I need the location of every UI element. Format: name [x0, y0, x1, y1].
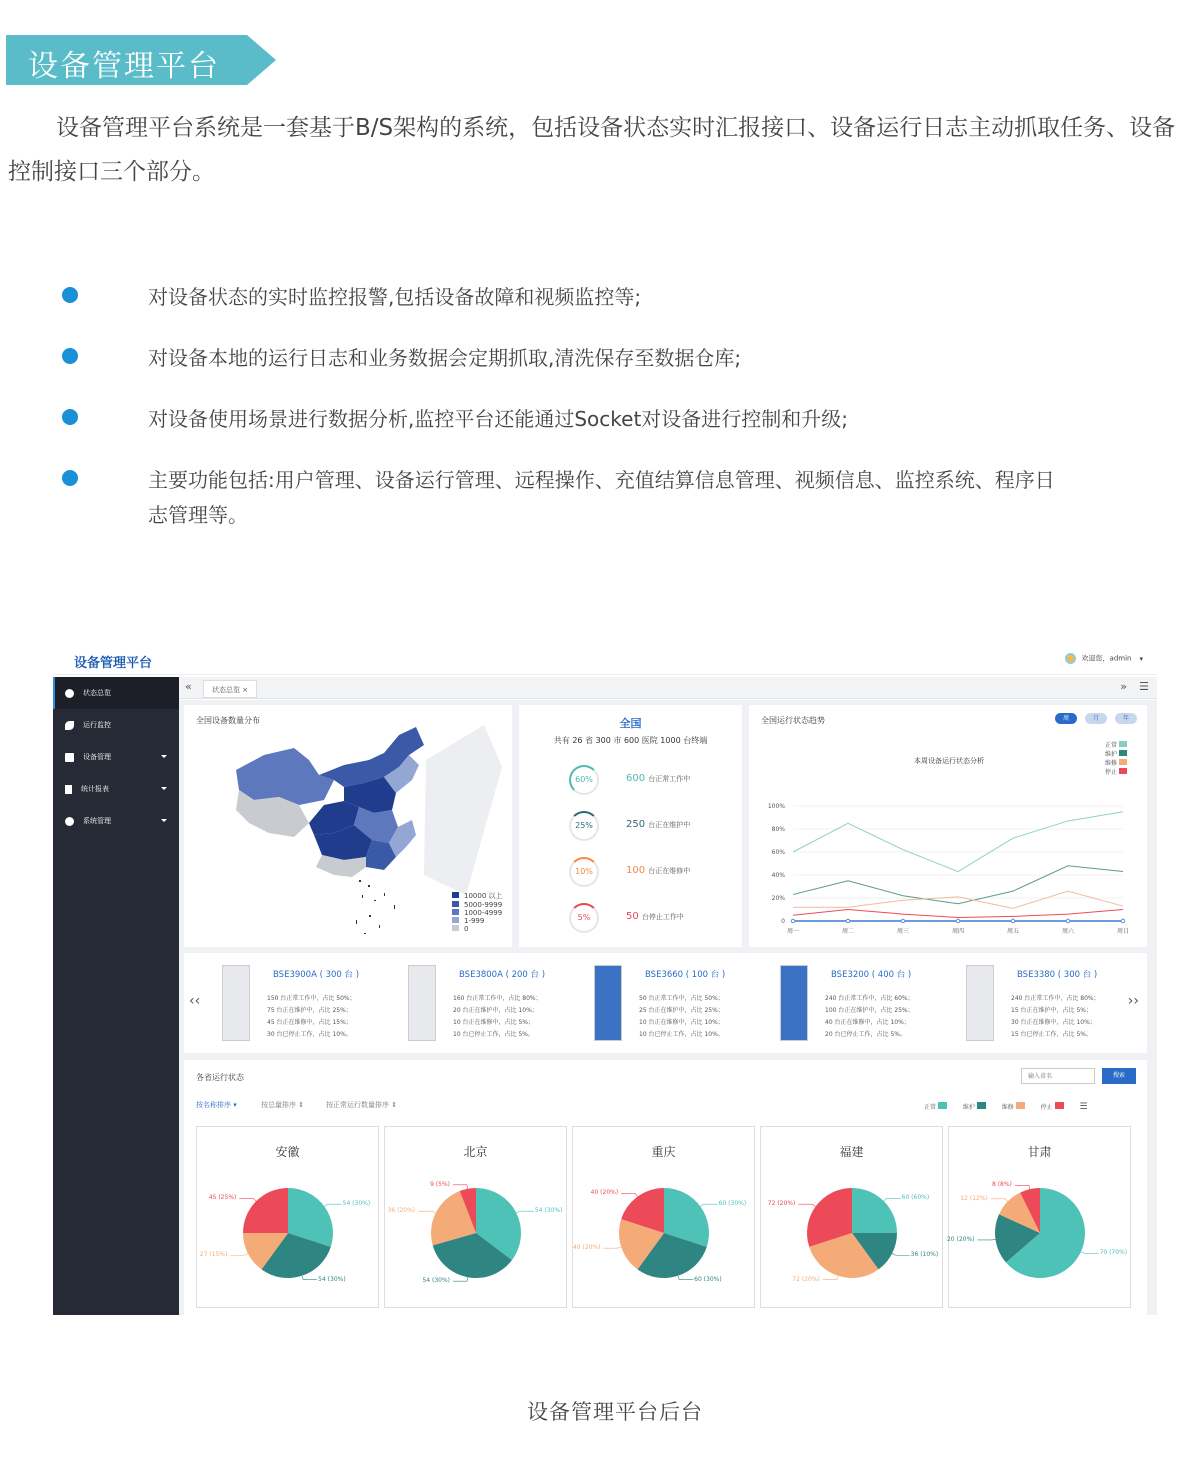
pie-label: 72 (20%): [792, 1275, 820, 1283]
chart-subtitle: 本周设备运行状态分析: [914, 757, 984, 765]
next-arrow-icon[interactable]: ››: [1127, 993, 1139, 1009]
feature-text: 对设备状态的实时监控报警,包括设备故障和视频监控等;: [148, 285, 642, 309]
province-pie-chart: [385, 1127, 568, 1309]
pie-label-line: [302, 1276, 317, 1280]
axis-point: [1011, 919, 1015, 923]
chevron-down-icon: [161, 819, 167, 822]
legend-label: 维修: [1001, 1104, 1014, 1111]
sidebar-item-reports[interactable]: [53, 773, 179, 805]
map-card: [184, 705, 512, 947]
product-stat-line: 15 台正在维护中，占比 5%；: [1011, 1007, 1092, 1014]
province-pie-card[interactable]: [384, 1126, 567, 1308]
device-image: [222, 965, 250, 1041]
product-stat-line: 40 台正在维修中，占比 10%；: [825, 1019, 910, 1026]
pie-title: 北京: [463, 1145, 488, 1159]
eye-icon: [65, 721, 74, 730]
pie-label-line: [230, 1253, 248, 1255]
dashboard-icon: [65, 689, 74, 698]
legend-label: 0: [464, 925, 469, 933]
pie-label: 70 (70%): [1099, 1249, 1128, 1257]
province-legend: [924, 1102, 1088, 1112]
pie-label-line: [239, 1198, 256, 1201]
axis-point: [956, 919, 960, 923]
device-image: [594, 965, 622, 1041]
pie-label: 72 (20%): [767, 1200, 796, 1208]
map-legend: [452, 891, 503, 933]
stat-label: 台正在维修中: [648, 867, 691, 875]
x-tick-label: 周五: [1006, 928, 1020, 935]
pie-label-line: [977, 1239, 995, 1240]
product-stat-line: 10 台已停止工作，占比 10%。: [639, 1031, 724, 1038]
axis-point: [901, 919, 905, 923]
pie-title: 重庆: [651, 1145, 676, 1159]
product-name: BSE3900A ( 300 台 ): [273, 970, 360, 980]
feature-text: 主要功能包括:用户管理、设备运行管理、远程操作、充值结算信息管理、视频信息、监控系统、程序日志管理等。: [148, 468, 1055, 527]
legend-label: 1000-4999: [464, 909, 503, 917]
pie-label: 20 (20%): [946, 1235, 975, 1243]
pie-title: 福建: [839, 1145, 864, 1159]
legend-swatch: [977, 1102, 986, 1109]
product-stat-line: 50 台正常工作中，占比 50%；: [639, 995, 724, 1002]
province-pie-chart: [761, 1127, 944, 1309]
product-strip: [184, 953, 1147, 1053]
product-stat-line: 150 台正常工作中，占比 50%；: [267, 995, 356, 1002]
pie-label: 8 (8%): [991, 1181, 1012, 1189]
axis-point: [1121, 919, 1125, 923]
pie-label: 27 (15%): [199, 1251, 228, 1259]
product-stat-line: 20 台正在维护中，占比 10%；: [453, 1007, 538, 1014]
legend-swatch: [1055, 1102, 1064, 1109]
province-pie-card[interactable]: [760, 1126, 943, 1308]
summary-title: 全国: [619, 717, 642, 730]
search-button[interactable]: 搜索: [1102, 1068, 1136, 1084]
product-stat-line: 240 台正常工作中，占比 80%；: [1011, 995, 1100, 1002]
close-icon[interactable]: ×: [242, 686, 249, 694]
product-name: BSE3800A ( 200 台 ): [459, 970, 546, 980]
summary-line: 共有 26 省 300 市 600 医院 1000 台终端: [553, 736, 708, 745]
legend-swatch: [452, 892, 459, 898]
monitor-icon: [65, 753, 74, 762]
user-menu[interactable]: [1065, 653, 1143, 664]
legend-swatch: [452, 917, 459, 923]
trend-card: [749, 705, 1147, 947]
stat-repair: [626, 865, 690, 876]
ring-maintain: 25%: [569, 811, 599, 841]
axis-point: [1066, 919, 1070, 923]
product-name: BSE3660 ( 100 台 ): [645, 970, 726, 980]
province-title: 各省运行状态: [196, 1073, 244, 1082]
pie-label-line: [700, 1204, 717, 1206]
trend-title: 全国运行状态趋势: [761, 716, 825, 725]
menu-icon[interactable]: ☰: [1139, 680, 1149, 693]
province-pie-chart: [573, 1127, 756, 1309]
legend-item: [452, 925, 503, 933]
device-image: [966, 965, 994, 1041]
pie-label-line: [324, 1204, 341, 1206]
south-sea-islands: [356, 880, 395, 934]
banner-title: 设备管理平台: [28, 49, 220, 84]
stat-label: 台正在维护中: [648, 821, 691, 829]
menu-icon[interactable]: ☰: [1079, 1102, 1088, 1112]
pie-label: 60 (60%): [901, 1194, 930, 1202]
pie-label-line: [516, 1211, 534, 1213]
ring-repair: 10%: [569, 857, 599, 887]
feature-item: [62, 463, 1062, 533]
feature-item: [62, 280, 1062, 315]
x-tick-label: 周六: [1061, 928, 1075, 935]
series-line: [793, 812, 1123, 872]
sort-by-normal[interactable]: 按正常运行数量排序 ⇕: [326, 1101, 398, 1109]
top-bar: [53, 645, 1157, 675]
province-card: [184, 1060, 1147, 1315]
bullet-icon: [62, 409, 78, 425]
chevron-down-icon: [161, 787, 167, 790]
product-stat-line: 10 台正在维修中，占比 5%；: [453, 1019, 534, 1026]
product-stat-line: 20 台已停止工作，占比 5%。: [825, 1031, 906, 1038]
axis-point: [791, 919, 795, 923]
bullet-icon: [62, 470, 78, 486]
y-tick-label: 100%: [767, 803, 785, 810]
device-image: [780, 965, 808, 1041]
sidebar-item-devices[interactable]: [53, 741, 179, 773]
product-card[interactable]: [388, 953, 573, 1053]
product-stat-line: 30 台正在维修中，占比 10%；: [1011, 1019, 1096, 1026]
feature-item: [62, 341, 1062, 376]
pie-label-line: [798, 1204, 815, 1206]
product-stat-line: 240 台正常工作中，占比 60%；: [825, 995, 914, 1002]
axis-point: [846, 919, 850, 923]
product-stat-line: 30 台已停止工作，占比 10%。: [267, 1031, 352, 1038]
pie-slice[interactable]: [852, 1188, 897, 1233]
legend-label: 维修: [1105, 760, 1118, 767]
product-card[interactable]: [574, 953, 759, 1053]
pie-label: 9 (5%): [430, 1180, 450, 1188]
pie-label: 60 (30%): [718, 1200, 747, 1208]
period-month-button[interactable]: 月: [1085, 713, 1107, 724]
stat-number: 250: [626, 819, 646, 830]
sort-by-name[interactable]: 按名称排序 ▾: [196, 1101, 237, 1109]
x-tick-label: 周二: [841, 928, 855, 935]
pie-label-line: [621, 1193, 637, 1196]
stat-normal: [626, 773, 690, 784]
province-pie-card[interactable]: [948, 1126, 1131, 1308]
stat-label: 台正常工作中: [648, 775, 691, 783]
avatar: [1065, 653, 1076, 664]
app-title: 设备管理平台: [74, 656, 153, 671]
map-title: 全国设备数量分布: [196, 716, 260, 725]
pie-label-line: [678, 1276, 693, 1280]
product-card[interactable]: [760, 953, 945, 1053]
legend-label: 正常: [924, 1104, 937, 1111]
prev-arrow-icon[interactable]: ‹‹: [189, 993, 201, 1009]
pie-label: 12 (12%): [960, 1194, 988, 1202]
sidebar-item-system[interactable]: [53, 805, 179, 837]
legend-swatch: [1016, 1102, 1025, 1109]
chevron-down-icon: [161, 755, 167, 758]
sidebar-item-label: 设备管理: [83, 753, 111, 761]
product-name: BSE3200 ( 400 台 ): [831, 970, 912, 980]
summary-card: [519, 705, 742, 947]
y-tick-label: 80%: [771, 826, 785, 833]
x-tick-label: 周四: [951, 928, 965, 935]
tab-overview[interactable]: [203, 680, 257, 698]
product-stat-line: 45 台正在维修中，占比 15%；: [267, 1019, 352, 1026]
intro-paragraph: 设备管理平台系统是一套基于B/S架构的系统，包括设备状态实时汇报接口、设备运行日志主动抓取任务、设备控制接口三个部分。: [8, 115, 1176, 185]
pie-title: 甘肃: [1027, 1145, 1052, 1159]
x-tick-label: 周日: [1116, 928, 1130, 935]
pie-label-line: [991, 1199, 1008, 1202]
legend-item: [452, 909, 503, 917]
pie-label: 54 (30%): [318, 1275, 346, 1283]
product-stat-line: 160 台正常工作中，占比 80%；: [453, 995, 542, 1002]
province-pie-chart: [197, 1127, 380, 1309]
sidebar-item-monitor[interactable]: [53, 709, 179, 741]
ring-normal: 60%: [569, 765, 599, 795]
pie-label: 40 (20%): [572, 1244, 601, 1252]
legend-swatch: [452, 909, 459, 915]
y-tick-label: 20%: [771, 895, 785, 902]
product-stat-line: 75 台正在维护中，占比 25%；: [267, 1007, 352, 1014]
x-tick-label: 周一: [786, 928, 800, 935]
sidebar: [53, 677, 179, 1315]
bar-chart-icon: [65, 785, 72, 794]
legend-swatch: [938, 1102, 947, 1109]
ring-stop: 5%: [569, 903, 599, 933]
pie-label-line: [884, 1198, 901, 1201]
legend-swatch: [452, 901, 459, 907]
product-name: BSE3380 ( 300 台 ): [1017, 970, 1098, 980]
admin-screenshot: [53, 645, 1157, 1315]
legend-label: 停止: [1040, 1104, 1053, 1111]
pie-label: 36 (20%): [387, 1207, 416, 1215]
dashboard-content: [179, 700, 1157, 1315]
pie-label-line: [823, 1276, 838, 1280]
product-stat-line: 10 台已停止工作，占比 5%。: [453, 1031, 534, 1038]
feature-list: [62, 280, 1062, 559]
legend-label: 5000-9999: [464, 901, 503, 909]
series-line: [793, 891, 1123, 908]
legend-item: [452, 901, 503, 909]
pie-label-line: [418, 1211, 436, 1213]
scroll-right-icon[interactable]: »: [1120, 680, 1127, 693]
legend-label: 维护: [1105, 751, 1118, 758]
pie-label-line: [453, 1277, 468, 1281]
product-stat-line: 15 台已停止工作，占比 5%。: [1011, 1031, 1092, 1038]
bullet-icon: [62, 348, 78, 364]
product-stat-line: 100 台正在维护中，占比 25%；: [825, 1007, 914, 1014]
pie-label-line: [603, 1247, 621, 1248]
pie-slice[interactable]: [243, 1188, 288, 1233]
gear-icon: [65, 817, 74, 826]
sidebar-item-label: 系统管理: [83, 817, 111, 825]
stat-number: 600: [626, 773, 646, 784]
legend-label: 正常: [1105, 742, 1118, 749]
feature-text: 对设备使用场景进行数据分析,监控平台还能通过Socket对设备进行控制和升级;: [148, 407, 849, 431]
device-image: [408, 965, 436, 1041]
pie-label-line: [892, 1253, 910, 1255]
section-banner: [0, 35, 276, 85]
legend-label: 维护: [962, 1104, 975, 1111]
legend-swatch: [452, 925, 459, 931]
pie-label-line: [1015, 1185, 1030, 1189]
province-pie-card[interactable]: [196, 1126, 379, 1308]
pie-label: 36 (10%): [910, 1251, 939, 1259]
trend-line-chart: [749, 705, 1147, 947]
pie-label: 40 (20%): [590, 1189, 619, 1197]
pie-label: 60 (30%): [694, 1275, 722, 1283]
province-pie-card[interactable]: [572, 1126, 755, 1308]
legend-label: 停止: [1105, 769, 1118, 776]
user-greeting: 欢迎您，admin: [1081, 654, 1132, 663]
legend-item: [452, 917, 503, 925]
sort-by-total[interactable]: 按总量排序 ⇕: [261, 1101, 305, 1109]
stat-maintain: [626, 819, 690, 830]
y-tick-label: 60%: [771, 849, 785, 856]
pie-label: 54 (30%): [422, 1277, 450, 1285]
feature-item: [62, 402, 1062, 437]
legend-label: 10000 以上: [464, 892, 503, 900]
bullet-icon: [62, 287, 78, 303]
province-search-input[interactable]: [1021, 1068, 1095, 1084]
scroll-left-icon[interactable]: «: [185, 680, 192, 693]
pie-label-line: [1081, 1252, 1099, 1254]
product-card[interactable]: [202, 953, 387, 1053]
province-pie-chart: [946, 1127, 1132, 1309]
stat-number: 100: [626, 865, 646, 876]
sidebar-item-label: 统计报表: [81, 785, 109, 793]
stat-stop: [626, 911, 684, 922]
pie-label: 54 (30%): [534, 1207, 563, 1215]
feature-text: 对设备本地的运行日志和业务数据会定期抓取,清洗保存至数据仓库;: [148, 346, 742, 370]
product-stat-line: 10 台正在维修中，占比 10%；: [639, 1019, 724, 1026]
sidebar-item-label: 运行监控: [83, 721, 111, 729]
series-line: [793, 910, 1123, 918]
legend-label: 1-999: [464, 917, 485, 925]
stat-label: 台停止工作中: [641, 913, 684, 921]
pie-label: 54 (30%): [342, 1200, 371, 1208]
period-week-button[interactable]: 周: [1055, 713, 1077, 724]
tab-bar: [179, 677, 1157, 699]
pie-title: 安徽: [275, 1145, 300, 1159]
pie-label: 45 (25%): [208, 1194, 237, 1202]
y-tick-label: 40%: [771, 872, 785, 879]
period-year-button[interactable]: 年: [1115, 713, 1137, 724]
legend-item: [452, 891, 503, 901]
pie-label-line: [453, 1185, 468, 1189]
tab-label: 状态总览: [212, 686, 240, 694]
product-card[interactable]: [946, 953, 1131, 1053]
y-tick-label: 0: [781, 918, 785, 925]
sidebar-item-label: 状态总览: [83, 689, 111, 697]
x-tick-label: 周三: [896, 928, 910, 935]
chevron-down-icon: ▾: [1139, 654, 1143, 663]
stat-number: 50: [626, 911, 639, 922]
product-stat-line: 25 台正在维护中，占比 25%；: [639, 1007, 724, 1014]
figure-caption: 设备管理平台后台: [527, 1400, 703, 1424]
sidebar-item-overview[interactable]: [53, 677, 179, 709]
